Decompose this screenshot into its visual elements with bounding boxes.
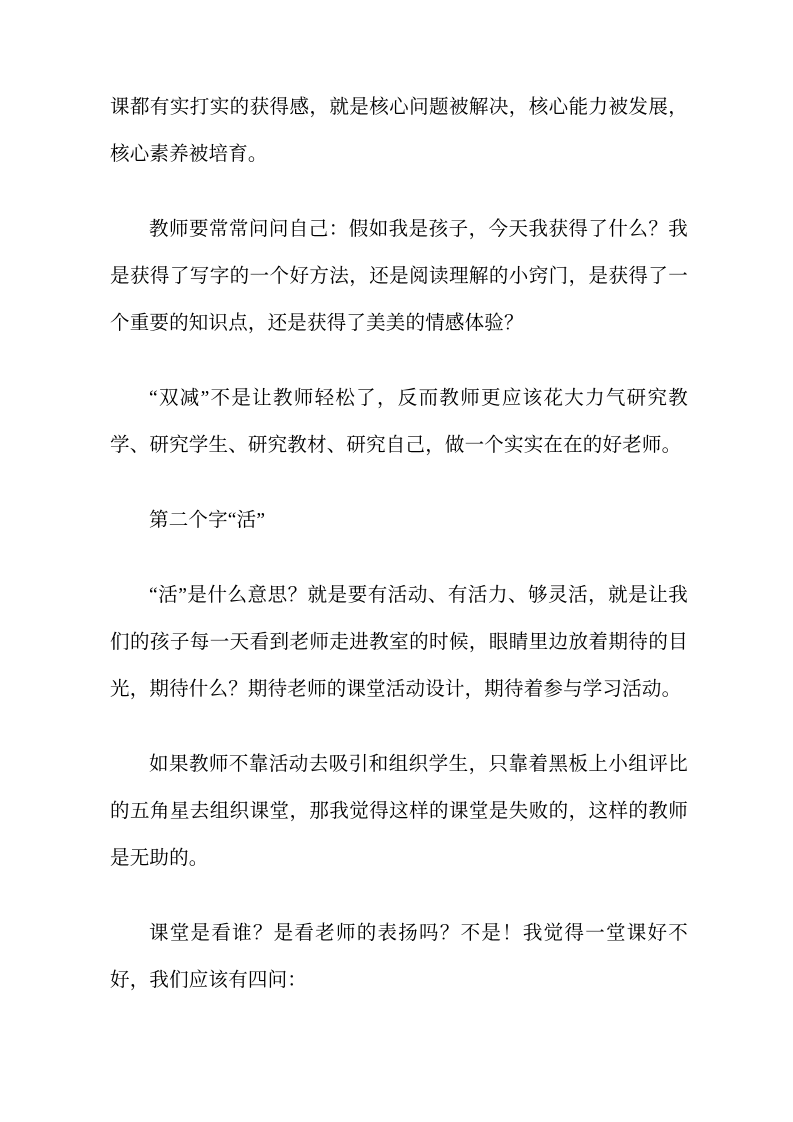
paragraph: 课都有实打实的获得感，就是核心问题被解决，核心能力被发展，核心素养被培育。 bbox=[110, 97, 688, 165]
paragraph: 课堂是看谁？是看老师的表扬吗？不是！我觉得一堂课好不好，我们应该有四问： bbox=[110, 923, 688, 991]
paragraph: “活”是什么意思？就是要有活动、有活力、够灵活，就是让我们的孩子每一天看到老师走进教室的时候，眼睛里边放着期待的目光，期待什么？期待老师的课堂活动设计，期待着参与学习活动。 bbox=[110, 585, 688, 700]
paragraph: “双减”不是让教师轻松了，反而教师更应该花大力气研究教学、研究学生、研究教材、研究自己，做一个实实在在的好老师。 bbox=[110, 388, 688, 456]
document-body bbox=[110, 84, 688, 1004]
paragraph: 教师要常常问问自己：假如我是孩子，今天我获得了什么？我是获得了写字的一个好方法，还是阅读理解的小窍门，是获得了一个重要的知识点，还是获得了美美的情感体验？ bbox=[110, 219, 688, 334]
section-heading: 第二个字“活” bbox=[149, 510, 266, 531]
paragraph: 如果教师不靠活动去吸引和组织学生，只靠着黑板上小组评比的五角星去组织课堂，那我觉得这样的课堂是失败的，这样的教师是无助的。 bbox=[110, 754, 688, 869]
